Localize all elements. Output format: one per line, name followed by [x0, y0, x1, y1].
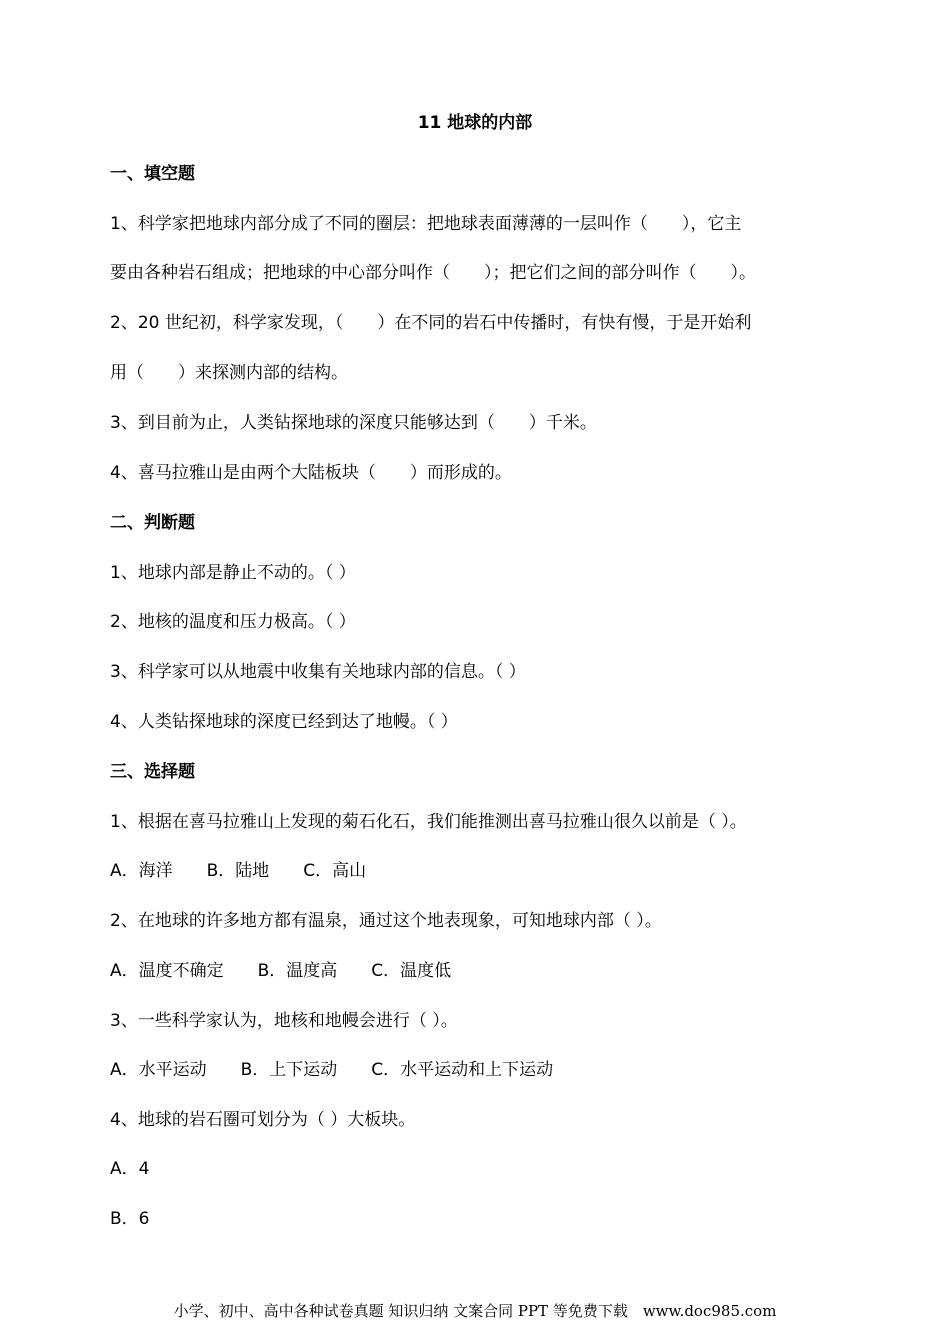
choice-question-1-options: A．海洋 B．陆地 C．高山: [110, 861, 367, 881]
choice-question-4: 4、地球的岩石圈可划分为（ ）大板块。: [110, 1110, 416, 1130]
footer-link-text: 小学、初中、高中各种试卷真题 知识归纳 文案合同 PPT 等免费下载 www.doc985.com: [173, 1302, 777, 1320]
fill-question-4: 4、喜马拉雅山是由两个大陆板块（ ）而形成的。: [110, 463, 512, 483]
fill-question-1-line-1: 1、科学家把地球内部分成了不同的圈层：把地球表面薄薄的一层叫作（ ），它主: [110, 214, 742, 234]
choice-question-4-option-a: A．4: [110, 1159, 150, 1179]
choice-question-3-options: A．水平运动 B．上下运动 C．水平运动和上下运动: [110, 1060, 554, 1080]
judge-question-4: 4、人类钻探地球的深度已经到达了地幔。（ ）: [110, 712, 458, 732]
choice-question-4-option-b: B．6: [110, 1209, 150, 1229]
judge-question-3: 3、科学家可以从地震中收集有关地球内部的信息。（ ）: [110, 662, 526, 682]
judge-question-1: 1、地球内部是静止不动的。（ ）: [110, 563, 356, 583]
fill-question-1-line-2: 要由各种岩石组成；把地球的中心部分叫作（ ）；把它们之间的部分叫作（ ）。: [110, 263, 756, 283]
section-heading-judge: 二、判断题: [110, 513, 195, 533]
fill-question-3: 3、到目前为止，人类钻探地球的深度只能够达到（ ）千米。: [110, 413, 597, 433]
judge-question-2: 2、地核的温度和压力极高。（ ）: [110, 612, 356, 632]
choice-question-3: 3、一些科学家认为，地核和地幔会进行（ ）。: [110, 1011, 458, 1031]
choice-question-2-options: A．温度不确定 B．温度高 C．温度低: [110, 961, 452, 981]
choice-question-2: 2、在地球的许多地方都有温泉，通过这个地表现象，可知地球内部（ ）。: [110, 911, 662, 931]
fill-question-2-line-2: 用（ ）来探测内部的结构。: [110, 363, 348, 383]
section-heading-choice: 三、选择题: [110, 762, 195, 782]
fill-question-2-line-1: 2、20 世纪初，科学家发现，（ ）在不同的岩石中传播时，有快有慢，于是开始利: [110, 313, 752, 333]
choice-question-1: 1、根据在喜马拉雅山上发现的菊石化石，我们能推测出喜马拉雅山很久以前是（ ）。: [110, 812, 747, 832]
section-heading-fill-in: 一、填空题: [110, 164, 195, 184]
page-title: 11 地球的内部: [417, 113, 533, 133]
